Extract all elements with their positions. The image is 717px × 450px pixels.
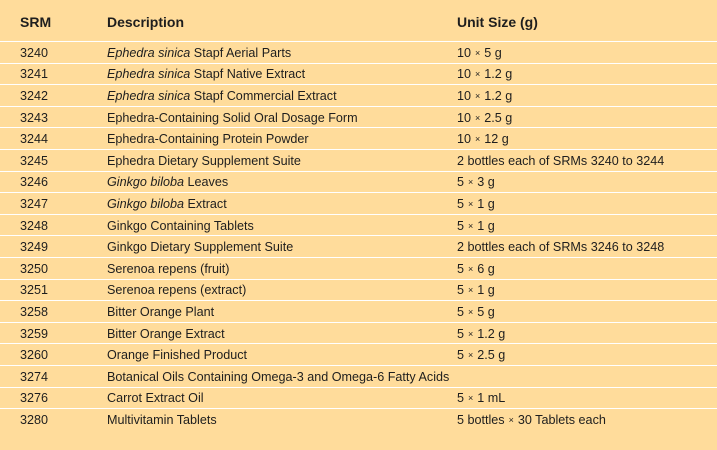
cell-srm: 3250 — [20, 261, 49, 276]
cell-description — [107, 283, 246, 297]
cell-unit-size — [457, 46, 502, 60]
table-row — [0, 64, 717, 86]
multiply-symbol: × — [468, 393, 474, 404]
multiply-symbol: × — [475, 90, 481, 101]
multiply-symbol: × — [468, 198, 474, 209]
cell-description-text: Carrot Extract Oil — [107, 391, 204, 406]
cell-srm: 3251 — [20, 283, 49, 298]
table-row — [0, 107, 717, 129]
cell-description-text: Stapf Native Extract — [190, 67, 306, 82]
header-srm: SRM — [20, 14, 52, 30]
unit-amount: 3 g — [477, 175, 495, 190]
table-row — [0, 366, 717, 388]
cell-description-text: Ephedra-Containing Protein Powder — [107, 132, 309, 147]
multiply-symbol: × — [468, 328, 474, 339]
cell-description-text: Ephedra-Containing Solid Oral Dosage Form — [107, 110, 358, 125]
cell-unit-size: 2 bottles each of SRMs 3240 to 3244 — [457, 153, 665, 168]
unit-count: 5 — [457, 261, 465, 276]
cell-srm: 3240 — [20, 45, 49, 60]
cell-srm: 3276 — [20, 391, 49, 406]
cell-description-text: Serenoa repens (extract) — [107, 283, 247, 298]
cell-description-text: Bitter Orange Plant — [107, 304, 215, 319]
unit-amount: 1.2 g — [484, 88, 513, 103]
cell-description-text: Orange Finished Product — [107, 348, 248, 363]
unit-count: 10 — [457, 67, 472, 82]
table-row — [0, 258, 717, 280]
cell-description — [107, 262, 230, 276]
table-row — [0, 193, 717, 215]
cell-description — [107, 132, 309, 146]
cell-description — [107, 219, 254, 233]
unit-count: 10 — [457, 45, 472, 60]
cell-srm: 3242 — [20, 88, 49, 103]
cell-description — [107, 46, 291, 60]
cell-description — [107, 348, 247, 362]
unit-count: 10 — [457, 132, 472, 147]
cell-srm: 3249 — [20, 240, 49, 255]
cell-srm: 3280 — [20, 412, 49, 427]
cell-description-text: Ginkgo Containing Tablets — [107, 218, 254, 233]
cell-srm: 3258 — [20, 304, 49, 319]
cell-description — [107, 370, 449, 384]
unit-amount: 2.5 g — [477, 348, 506, 363]
table-row — [0, 128, 717, 150]
cell-description — [107, 240, 293, 254]
cell-description-species: Ephedra sinica — [107, 88, 191, 103]
unit-count: 5 — [457, 326, 465, 341]
cell-srm: 3243 — [20, 110, 49, 125]
cell-unit-size — [457, 67, 512, 81]
cell-description — [107, 154, 301, 168]
unit-count: 5 — [457, 348, 465, 363]
multiply-symbol: × — [468, 263, 474, 274]
cell-srm: 3247 — [20, 196, 49, 211]
unit-count: 10 — [457, 110, 472, 125]
cell-description-text: Stapf Aerial Parts — [190, 45, 292, 60]
multiply-symbol: × — [468, 220, 474, 231]
cell-unit-size: 2 bottles each of SRMs 3246 to 3248 — [457, 240, 665, 255]
unit-count: 5 — [457, 391, 465, 406]
cell-unit-size — [457, 132, 509, 146]
cell-description-text: Bitter Orange Extract — [107, 326, 225, 341]
cell-unit-size — [457, 197, 495, 211]
cell-description — [107, 305, 214, 319]
cell-srm: 3274 — [20, 369, 49, 384]
multiply-symbol: × — [508, 414, 514, 425]
table-row — [0, 344, 717, 366]
table-row — [0, 172, 717, 194]
cell-description — [107, 111, 358, 125]
cell-unit-size — [457, 391, 505, 405]
multiply-symbol: × — [468, 285, 474, 296]
cell-description — [107, 67, 305, 81]
cell-description-text: Multivitamin Tablets — [107, 412, 217, 427]
unit-amount: 1 g — [477, 218, 495, 233]
table-header — [0, 6, 717, 38]
cell-description — [107, 413, 217, 427]
table-row — [0, 150, 717, 172]
cell-srm: 3248 — [20, 218, 49, 233]
unit-amount: 12 g — [484, 132, 509, 147]
cell-srm: 3260 — [20, 348, 49, 363]
cell-description-species: Ephedra sinica — [107, 45, 191, 60]
table-row — [0, 85, 717, 107]
cell-unit-size — [457, 175, 495, 189]
header-description: Description — [107, 14, 185, 30]
cell-srm: 3259 — [20, 326, 49, 341]
cell-unit-size — [457, 348, 505, 362]
table-row — [0, 215, 717, 237]
multiply-symbol: × — [468, 177, 474, 188]
table-row — [0, 388, 717, 410]
cell-description-text: Ephedra Dietary Supplement Suite — [107, 153, 301, 168]
table-row — [0, 280, 717, 302]
cell-description-text: Ginkgo Dietary Supplement Suite — [107, 240, 294, 255]
cell-unit-size — [457, 89, 512, 103]
unit-count: 5 — [457, 175, 465, 190]
cell-srm: 3244 — [20, 132, 49, 147]
unit-amount: 1.2 g — [484, 67, 513, 82]
multiply-symbol: × — [475, 112, 481, 123]
unit-amount: 1.2 g — [477, 326, 506, 341]
unit-amount: 1 mL — [477, 391, 506, 406]
unit-count: 5 — [457, 304, 465, 319]
unit-count: 5 — [457, 283, 465, 298]
cell-description-text: Extract — [184, 196, 227, 211]
multiply-symbol: × — [475, 47, 481, 58]
cell-srm: 3246 — [20, 175, 49, 190]
unit-count: 5 — [457, 218, 465, 233]
cell-unit-size — [457, 305, 495, 319]
multiply-symbol: × — [475, 134, 481, 145]
cell-unit-size — [457, 283, 495, 297]
unit-amount: 5 g — [484, 45, 502, 60]
unit-amount: 1 g — [477, 196, 495, 211]
cell-srm: 3241 — [20, 67, 49, 82]
cell-description — [107, 391, 204, 405]
cell-unit-size — [457, 219, 495, 233]
cell-description — [107, 327, 225, 341]
cell-description-species: Ginkgo biloba — [107, 196, 185, 211]
cell-description-species: Ginkgo biloba — [107, 175, 185, 190]
cell-unit-size — [457, 262, 495, 276]
cell-description-species: Ephedra sinica — [107, 67, 191, 82]
unit-amount: 1 g — [477, 283, 495, 298]
header-unit-size: Unit Size (g) — [457, 14, 538, 30]
cell-description — [107, 175, 228, 189]
cell-description-text: Leaves — [184, 175, 229, 190]
cell-description-text: Botanical Oils Containing Omega-3 and Omega-6 Fatty Acids — [107, 369, 450, 384]
multiply-symbol: × — [475, 69, 481, 80]
multiply-symbol: × — [468, 350, 474, 361]
table-row — [0, 42, 717, 64]
cell-unit-size — [457, 327, 505, 341]
table-row — [0, 236, 717, 258]
cell-description — [107, 197, 227, 211]
table-row — [0, 323, 717, 345]
cell-description-text: Serenoa repens (fruit) — [107, 261, 230, 276]
cell-srm: 3245 — [20, 153, 49, 168]
unit-amount: 6 g — [477, 261, 495, 276]
unit-amount: 5 g — [477, 304, 495, 319]
cell-unit-size — [457, 413, 606, 427]
cell-unit-size — [457, 111, 512, 125]
table-row — [0, 301, 717, 323]
unit-amount: 30 Tablets each — [517, 412, 606, 427]
multiply-symbol: × — [468, 306, 474, 317]
unit-count: 10 — [457, 88, 472, 103]
cell-description-text: Stapf Commercial Extract — [190, 88, 337, 103]
cell-description — [107, 89, 337, 103]
unit-amount: 2.5 g — [484, 110, 513, 125]
table-row — [0, 409, 717, 431]
unit-count: 5 bottles — [457, 412, 505, 427]
unit-count: 5 — [457, 196, 465, 211]
